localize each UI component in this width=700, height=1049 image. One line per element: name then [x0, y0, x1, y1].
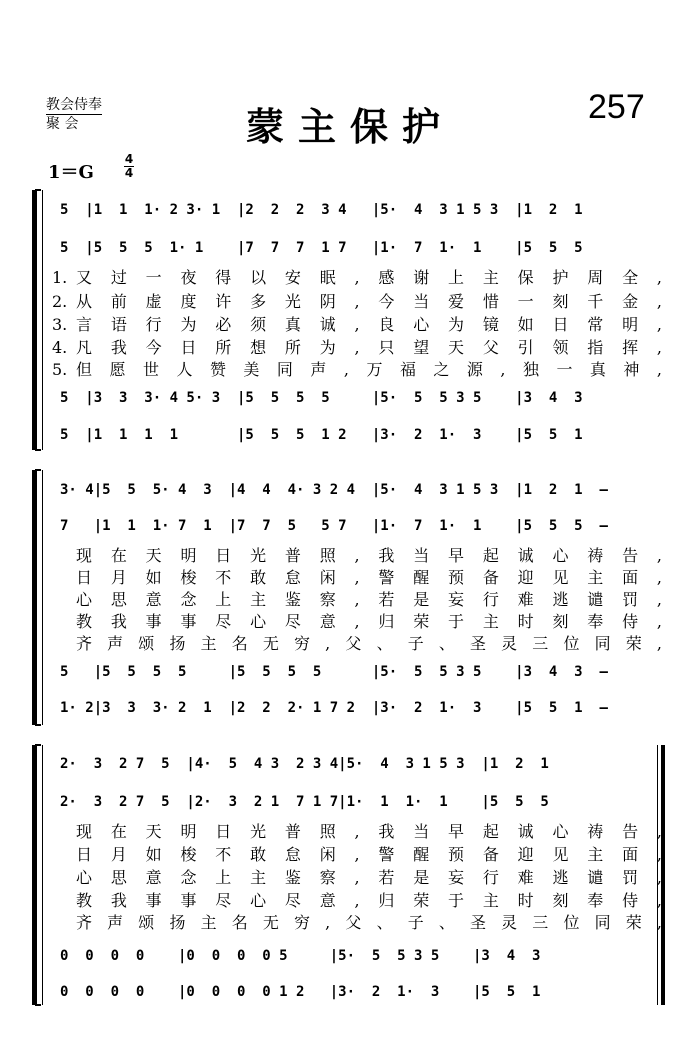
verse-line: 齐声颂扬主名无穷,父、子、圣灵三位同荣,	[76, 634, 664, 653]
bass-line: 5 |1 1 1 1 |5 5 5 1 2 |3· 2 1· 3 |5 5 1	[60, 427, 583, 443]
soprano-line: 2· 3 2 7 5 |4· 5 4 3 2 3 4|5· 4 3 1 5 3 |1 2 1	[60, 756, 549, 772]
soprano-line: 5 |1 1 1· 2 3· 1 |2 2 2 3 4 |5· 4 3 1 5 3 |1 2 1	[60, 202, 583, 218]
tenor-line: 5 |3 3 3· 4 5· 3 |5 5 5 5 |5· 5 5 3 5 |3 4 3	[60, 390, 583, 406]
verse-line: 齐声颂扬主名无穷,父、子、圣灵三位同荣,	[76, 913, 664, 932]
time-sig-top: 4	[124, 152, 134, 166]
verse-line: 5. 但愿世人赞美同声,万福之源,独一真神,	[52, 360, 664, 379]
verse-line: 2. 从前虚度许多光阴,今当爱惜一刻千金,	[52, 292, 664, 311]
final-barline-thin	[657, 745, 658, 1005]
verse-line: 4. 凡我今日所想所为,只望天父引领指挥,	[52, 338, 664, 357]
tenor-line: 5 |5 5 5 5 |5 5 5 5 |5· 5 5 3 5 |3 4 3 –	[60, 664, 608, 680]
verse-line: 现在天明日光普照,我当早起诚心祷告,	[76, 546, 664, 565]
verse-line: 现在天明日光普照,我当早起诚心祷告,	[76, 822, 664, 841]
time-sig-bottom: 4	[124, 166, 134, 180]
bass-line: 1· 2|3 3 3· 2 1 |2 2 2· 1 7 2 |3· 2 1· 3 |5 5 1 –	[60, 700, 608, 716]
alto-line: 5 |5 5 5 1· 1 |7 7 7 1 7 |1· 7 1· 1 |5 5 5	[60, 240, 583, 256]
final-barline-thick	[661, 745, 665, 1005]
verse-line: 日月如梭不敢怠闲,警醒预备迎见主面,	[76, 568, 664, 587]
tenor-line: 0 0 0 0 |0 0 0 0 5 |5· 5 5 3 5 |3 4 3	[60, 948, 541, 964]
verse-line: 教我事事尽心尽意,归荣于主时刻奉侍,	[76, 891, 664, 910]
category-bottom: 聚 会	[46, 116, 79, 132]
alto-line: 7 |1 1 1· 7 1 |7 7 5 5 7 |1· 7 1· 1 |5 5 5 –	[60, 518, 608, 534]
alto-line: 2· 3 2 7 5 |2· 3 2 1 7 1 7|1· 1 1· 1 |5 5 5	[60, 794, 549, 810]
soprano-line: 3· 4|5 5 5· 4 3 |4 4 4· 3 2 4 |5· 4 3 1 5 3 |1 2 1 –	[60, 482, 608, 498]
bass-line: 0 0 0 0 |0 0 0 0 1 2 |3· 2 1· 3 |5 5 1	[60, 984, 541, 1000]
verse-line: 心思意念上主鉴察,若是妄行难逃谴罚,	[76, 590, 664, 609]
verse-line: 心思意念上主鉴察,若是妄行难逃谴罚,	[76, 868, 664, 887]
category-top: 教会侍奉	[46, 94, 102, 115]
hymn-number: 257	[588, 88, 645, 126]
verse-line: 1. 又过一夜得以安眠,感谢上主保护周全,	[52, 268, 664, 287]
hymn-title: 蒙主保护	[245, 104, 454, 149]
verse-line: 教我事事尽心尽意,归荣于主时刻奉侍,	[76, 612, 664, 631]
verse-line: 日月如梭不敢怠闲,警醒预备迎见主面,	[76, 845, 664, 864]
verse-line: 3. 言语行为必须真诚,良心为镜如日常明,	[52, 315, 664, 334]
time-signature	[124, 153, 134, 180]
key-signature: 1＝G	[48, 162, 94, 183]
